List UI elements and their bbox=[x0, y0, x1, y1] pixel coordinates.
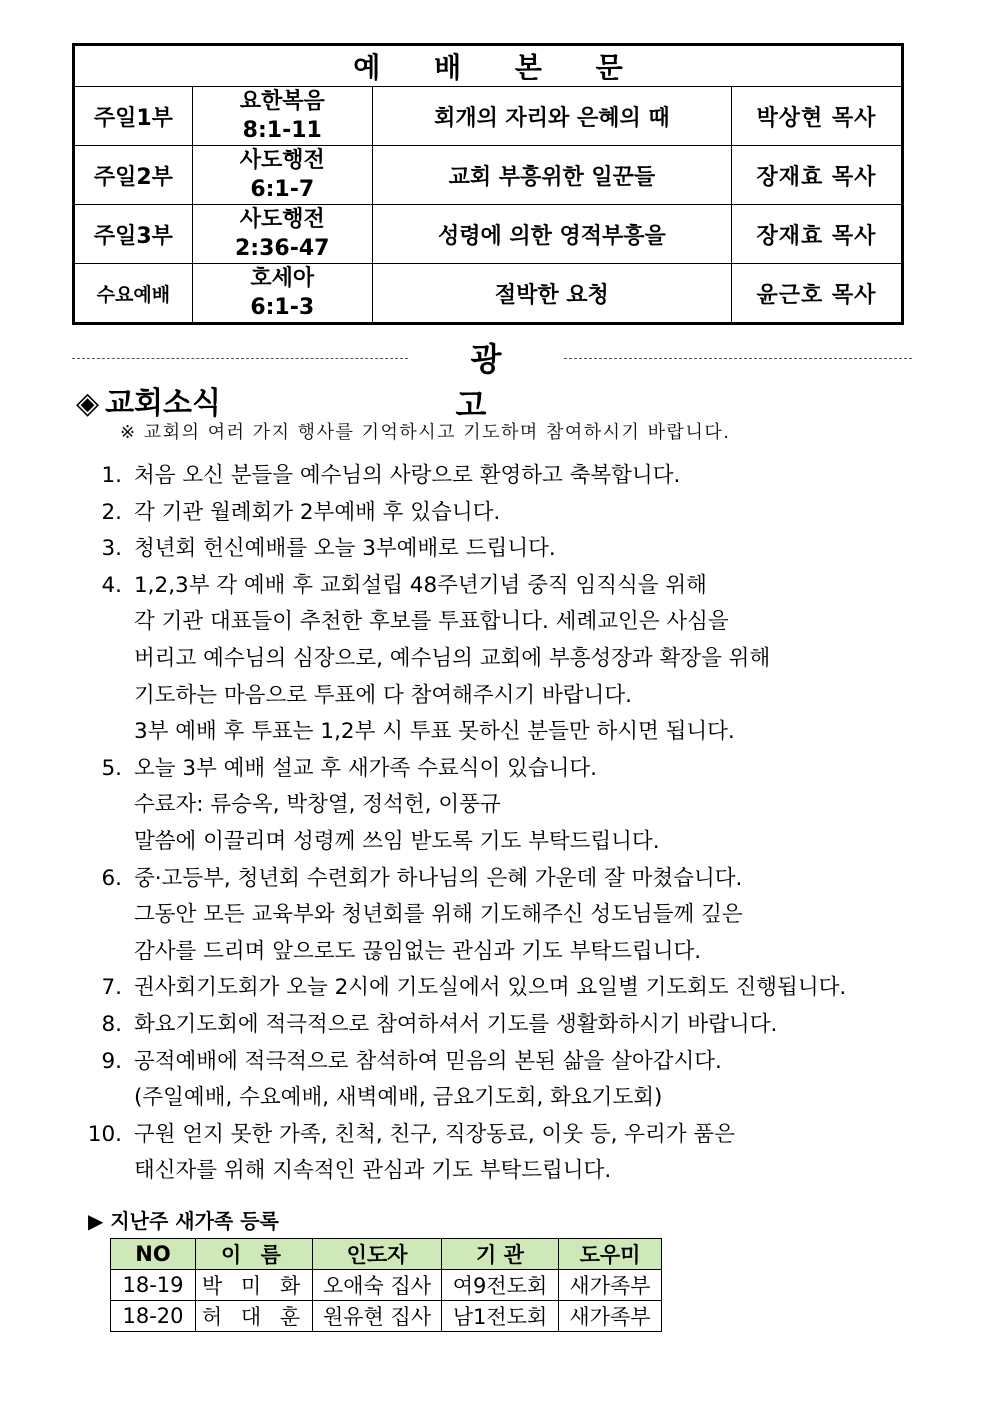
service-name: 주일2부 bbox=[74, 146, 193, 205]
list-item bbox=[70, 1007, 950, 1044]
item-number: 7. bbox=[101, 975, 122, 1001]
sermon-title: 회개의 자리와 은혜의 때 bbox=[372, 87, 731, 146]
item-line: (주일예배, 수요예배, 새벽예배, 금요기도회, 화요기도회) bbox=[134, 1085, 663, 1111]
section-title: 교회소식 bbox=[105, 386, 221, 421]
header-guide: 인도자 bbox=[313, 1239, 442, 1270]
list-item bbox=[70, 458, 950, 495]
worship-title: 예 배 본 문 bbox=[74, 45, 903, 87]
item-number: 1. bbox=[101, 463, 122, 488]
pastor-name: 박상현 목사 bbox=[731, 87, 902, 146]
item-body bbox=[122, 495, 500, 532]
pastor-name: 윤근호 목사 bbox=[731, 264, 902, 324]
cell-name: 허 대 훈 bbox=[196, 1301, 313, 1332]
worship-row bbox=[74, 264, 903, 324]
header-no: NO bbox=[111, 1239, 196, 1270]
scripture-ref: 요한복음 8:1-11 bbox=[192, 87, 372, 146]
item-line: 각 기관 대표들이 추천한 후보를 투표합니다. 세례교인은 사심을 bbox=[134, 609, 729, 635]
list-item bbox=[70, 1117, 950, 1190]
item-body bbox=[122, 1044, 722, 1117]
sermon-title: 절박한 요청 bbox=[372, 264, 731, 324]
announcements-title: 광 고 bbox=[455, 340, 532, 424]
sermon-title: 교회 부흥위한 일꾼들 bbox=[372, 146, 731, 205]
item-line: 감사를 드리며 앞으로도 끊임없는 관심과 기도 부탁드립니다. bbox=[134, 938, 702, 964]
list-item bbox=[70, 1044, 950, 1117]
table-row bbox=[111, 1301, 662, 1332]
service-name: 주일3부 bbox=[74, 205, 193, 264]
item-number: 2. bbox=[101, 499, 122, 525]
cell-helper: 새가족부 bbox=[559, 1301, 662, 1332]
cell-helper: 새가족부 bbox=[559, 1270, 662, 1301]
cell-name: 박 미 화 bbox=[196, 1270, 313, 1301]
list-item bbox=[70, 495, 950, 532]
item-line: 오늘 3부 예배 설교 후 새가족 수료식이 있습니다. bbox=[134, 755, 597, 781]
item-body bbox=[122, 1117, 735, 1190]
item-body bbox=[122, 568, 770, 751]
new-family-table bbox=[110, 1238, 662, 1332]
scripture-ref: 호세아 6:1-3 bbox=[192, 264, 372, 324]
item-number: 5. bbox=[101, 755, 122, 781]
item-number: 3. bbox=[101, 536, 122, 562]
dashed-line-right bbox=[564, 358, 912, 359]
item-line: 기도하는 마음으로 투표에 다 참여해주시기 바랍니다. bbox=[134, 682, 632, 708]
worship-row bbox=[74, 146, 903, 205]
item-line: 태신자를 위해 지속적인 관심과 기도 부탁드립니다. bbox=[134, 1158, 612, 1184]
cell-group: 남1전도회 bbox=[442, 1301, 559, 1332]
item-line: 그동안 모든 교육부와 청년회를 위해 기도해주신 성도님들께 깊은 bbox=[134, 902, 743, 928]
cell-guide: 오애숙 집사 bbox=[313, 1270, 442, 1301]
header-name: 이 름 bbox=[196, 1239, 313, 1270]
service-name: 주일1부 bbox=[74, 87, 193, 146]
sermon-title: 성령에 의한 영적부흥을 bbox=[372, 205, 731, 264]
list-item bbox=[70, 751, 950, 861]
item-line: 중·고등부, 청년회 수련회가 하나님의 은혜 가운데 잘 마쳤습니다. bbox=[134, 865, 743, 891]
cell-no: 18-19 bbox=[111, 1270, 196, 1301]
section-note: ※ 교회의 여러 가지 행사를 기억하시고 기도하며 참여하시기 바랍니다. bbox=[120, 422, 731, 443]
item-body bbox=[122, 458, 680, 495]
item-line: 권사회기도회가 오늘 2시에 기도실에서 있으며 요일별 기도회도 진행됩니다. bbox=[134, 975, 847, 1001]
list-item bbox=[70, 568, 950, 751]
table-header-row bbox=[111, 1239, 662, 1270]
item-line: 구원 얻지 못한 가족, 친척, 친구, 직장동료, 이웃 등, 우리가 품은 bbox=[134, 1121, 735, 1147]
item-number: 8. bbox=[101, 1011, 122, 1037]
list-item bbox=[70, 861, 950, 971]
item-line: 청년회 헌신예배를 오늘 3부예배로 드립니다. bbox=[134, 536, 556, 562]
item-body bbox=[122, 1007, 777, 1044]
cell-guide: 원유현 집사 bbox=[313, 1301, 442, 1332]
new-family-label: ▶ 지난주 새가족 등록 bbox=[88, 1209, 279, 1233]
section-heading bbox=[76, 378, 221, 422]
table-row bbox=[111, 1270, 662, 1301]
item-line: 말씀에 이끌리며 성령께 쓰임 받도록 기도 부탁드립니다. bbox=[134, 828, 660, 854]
item-line: 각 기관 월례회가 2부예배 후 있습니다. bbox=[134, 499, 501, 525]
worship-row bbox=[74, 205, 903, 264]
list-item bbox=[70, 970, 950, 1007]
list-item bbox=[70, 531, 950, 568]
scripture-ref: 사도행전 2:36-47 bbox=[192, 205, 372, 264]
pastor-name: 장재효 목사 bbox=[731, 205, 902, 264]
item-line: 공적예배에 적극적으로 참석하여 믿음의 본된 삶을 살아갑시다. bbox=[134, 1048, 722, 1074]
item-body bbox=[122, 531, 556, 568]
item-body bbox=[122, 751, 660, 861]
item-number: 9. bbox=[101, 1048, 122, 1074]
worship-row bbox=[74, 87, 903, 146]
item-body bbox=[122, 861, 743, 971]
item-number: 4. bbox=[101, 572, 122, 598]
cell-no: 18-20 bbox=[111, 1301, 196, 1332]
item-line: 3부 예배 후 투표는 1,2부 시 투표 못하신 분들만 하시면 됩니다. bbox=[134, 719, 735, 745]
pastor-name: 장재효 목사 bbox=[731, 146, 902, 205]
worship-table bbox=[72, 43, 904, 325]
announcement-list bbox=[70, 458, 950, 1190]
cell-group: 여9전도회 bbox=[442, 1270, 559, 1301]
header-group: 기 관 bbox=[442, 1239, 559, 1270]
service-name: 수요예배 bbox=[74, 264, 193, 324]
item-line: 버리고 예수님의 심장으로, 예수님의 교회에 부흥성장과 확장을 위해 bbox=[134, 645, 771, 671]
scripture-ref: 사도행전 6:1-7 bbox=[192, 146, 372, 205]
diamond-icon: ◈ bbox=[76, 386, 100, 421]
item-number: 10. bbox=[87, 1121, 122, 1147]
header-helper: 도우미 bbox=[559, 1239, 662, 1270]
item-line: 화요기도회에 적극적으로 참여하셔서 기도를 생활화하시기 바랍니다. bbox=[134, 1011, 778, 1037]
item-line: 1,2,3부 각 예배 후 교회설립 48주년기념 중직 임직식을 위해 bbox=[134, 572, 707, 598]
item-line: 처음 오신 분들을 예수님의 사랑으로 환영하고 축복합니다. bbox=[134, 463, 681, 488]
dashed-line-left bbox=[72, 358, 408, 359]
item-number: 6. bbox=[101, 865, 122, 891]
item-body bbox=[122, 970, 846, 1007]
item-line: 수료자: 류승옥, 박창열, 정석헌, 이풍규 bbox=[134, 792, 501, 818]
